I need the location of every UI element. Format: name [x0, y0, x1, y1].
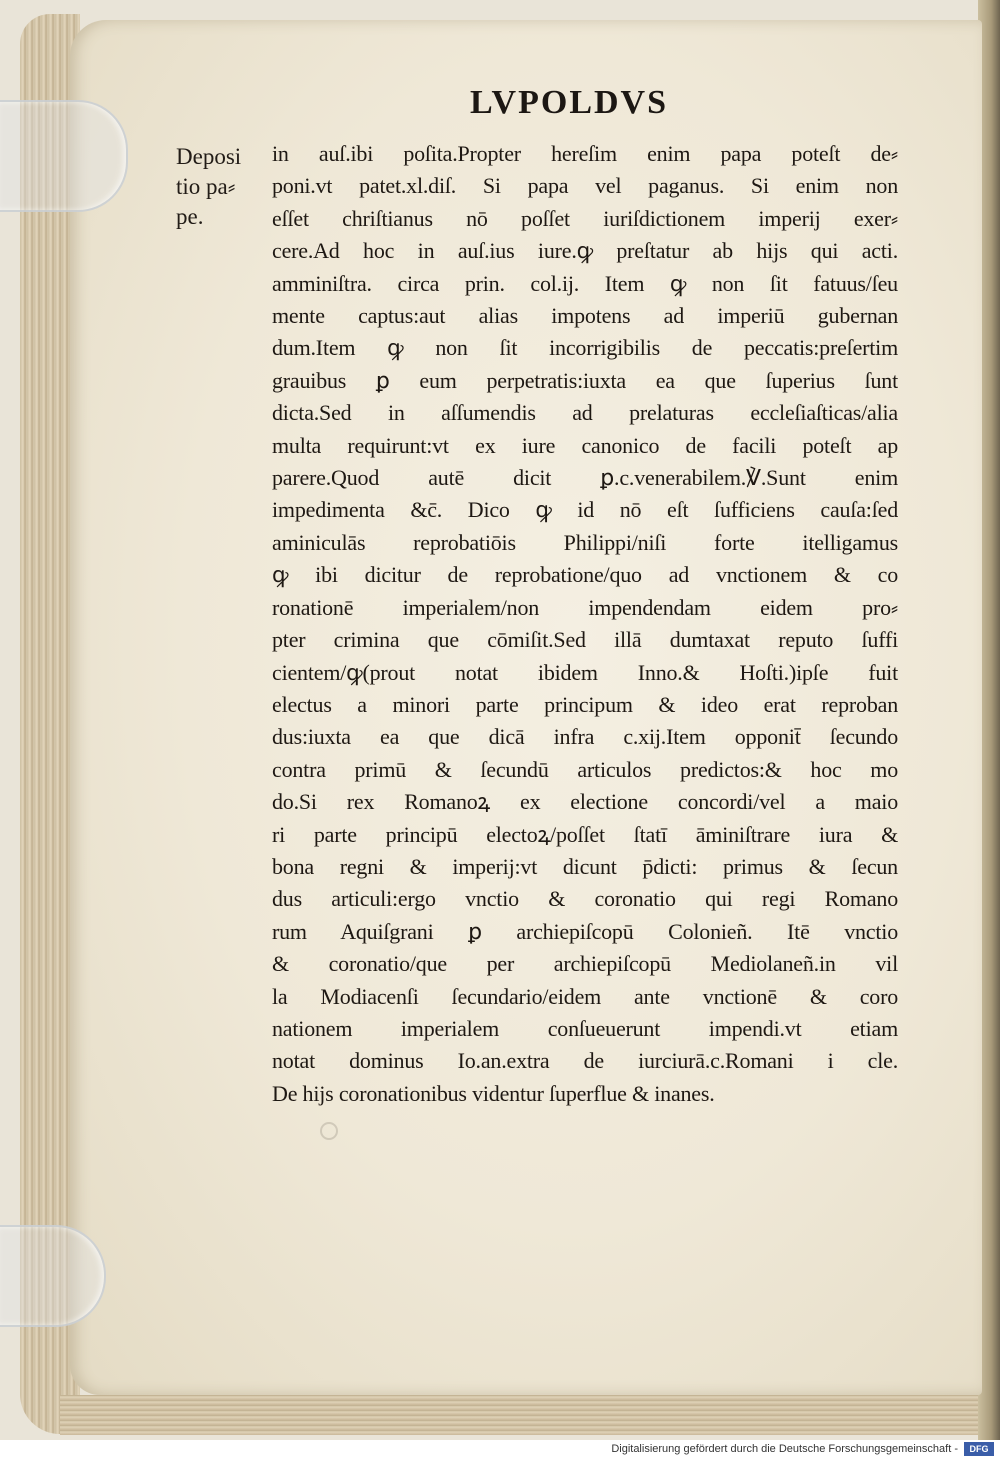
text-line: notat dominus Io.an.extra de iurciurā.c.Romani i cle. [272, 1048, 898, 1074]
text-line: dus articuli:ergo vnctio & coronatio qui regi Romano [272, 886, 898, 912]
margin-note-line: pe. [176, 204, 204, 229]
text-line: in auſ.ibi poſita.Propter hereſim enim papa poteſt de⸗ [272, 141, 898, 166]
text-line: amminiſtra. circa prin. col.ij. Item ꝙ non ſit fatuus/ſeu [272, 270, 898, 296]
text-line: multa requirunt:vt ex iure canonico de facili poteſt ap [272, 432, 898, 458]
body-text [272, 138, 898, 1110]
text-line: aminiculās reprobatiōis Philippi/niſi forte itelligamus [272, 529, 898, 555]
text-line: electus a minori parte principum & ideo erat reproban [272, 691, 898, 717]
glass-clip-top [0, 100, 128, 212]
text-line: poni.vt patet.xl.diſ. Si papa vel paganus. Si enim non [272, 173, 898, 199]
text-line: dus:iuxta ea que dicā infra c.xij.Item opponit̄ ſecundo [272, 724, 898, 750]
text-line: ri parte principū electoꝝ/poſſet ſtatī āminiſtrare iura & [272, 821, 898, 847]
text-line: cere.Ad hoc in auſ.ius iure.ꝙ preſtatur ab hijs qui acti. [272, 238, 898, 264]
text-line: grauibus ꝑ eum perpetratis:iuxta ea que ſuperius ſunt [272, 367, 898, 393]
text-line: cientem/ꝙ(prout notat ibidem Inno.& Hoſti.)ipſe fuit [272, 659, 898, 685]
page-edges-bottom [60, 1395, 1000, 1435]
margin-note [176, 142, 266, 232]
margin-note-line: tio pa⸗ [176, 174, 236, 199]
text-line: impedimenta &c̄. Dico ꝙ id nō eſt ſufficiens cauſa:ſed [272, 497, 898, 523]
glass-clip-bottom [0, 1225, 106, 1327]
text-line: do.Si rex Romanoꝝ ex electione concordi/vel a maio [272, 789, 898, 815]
text-line: mente captus:aut alias impotens ad imperiū gubernan [272, 303, 898, 329]
running-head: LVPOLDVS [470, 84, 669, 121]
text-line: dicta.Sed in aſſumendis ad prelaturas eccleſiaſticas/alia [272, 400, 898, 426]
dfg-logo: DFG [964, 1442, 994, 1456]
text-line: contra primū & ſecundū articulos predictos:& hoc mo [272, 756, 898, 782]
stray-mark [320, 1122, 338, 1140]
text-line: nationem imperialem conſueuerunt impendi.vt etiam [272, 1015, 898, 1041]
text-line: rum Aquiſgrani ꝑ archiepiſcopū Colonieñ. Itē vnctio [272, 918, 898, 944]
margin-note-line: Deposi [176, 144, 242, 169]
text-line: la Modiacenſi ſecundario/eidem ante vnctionē & coro [272, 983, 898, 1009]
text-line: & coronatio/que per archiepiſcopū Mediolaneñ.in vil [272, 951, 898, 977]
text-line: parere.Quod autē dicit ꝑ.c.venerabilem.℣.Sunt enim [272, 465, 898, 491]
text-line: eſſet chriſtianus nō poſſet iuriſdictionem imperij exer⸗ [272, 205, 898, 231]
footer-bar [0, 1440, 1000, 1460]
text-line: bona regni & imperij:vt dicunt p̄dicti: primus & ſecun [272, 853, 898, 879]
funding-credit: Digitalisierung gefördert durch die Deutsche Forschungsgemeinschaft - [611, 1443, 958, 1455]
text-line: De hijs coronationibus videntur ſuperflue & inanes. [272, 1080, 715, 1106]
text-line: pter crimina que cōmiſit.Sed illā dumtaxat reputo ſuffi [272, 627, 898, 653]
text-line: ronationē imperialem/non impendendam eidem pro⸗ [272, 594, 898, 620]
text-line: dum.Item ꝙ non ſit incorrigibilis de peccatis:preſertim [272, 335, 898, 361]
text-line: ꝙ ibi dicitur de reprobatione/quo ad vnctionem & co [272, 562, 898, 588]
